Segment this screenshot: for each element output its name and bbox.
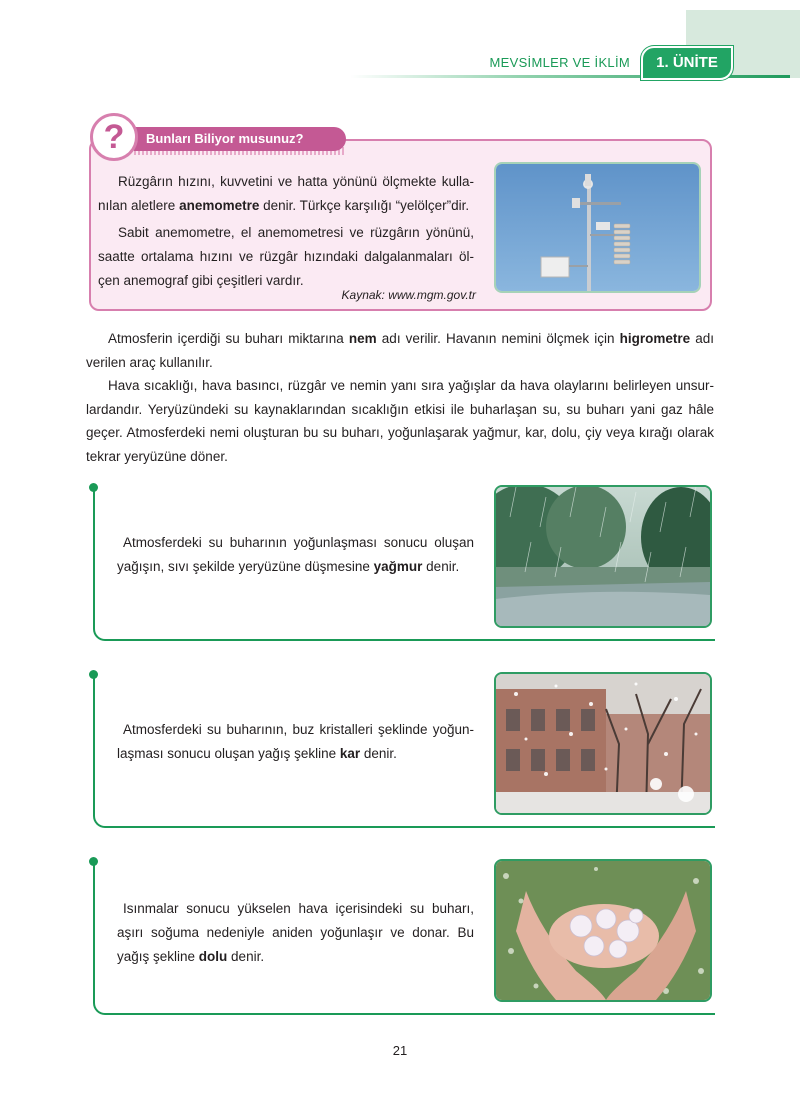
snow-text: Atmosferdeki su buharının, buz kristalleri şeklinde yoğun-laşması sonucu oluşan yağış şekline kar denir.: [117, 722, 474, 761]
anemometer-photo: [494, 162, 701, 293]
section-title: MEVSİMLER VE İKLİM: [489, 55, 630, 70]
did-you-know-title: Bunları Biliyor musunuz?: [134, 127, 346, 151]
info-paragraph-2: Sabit anemometre, el anemometresi ve rüzgârın yönünü, saatte ortalama hızını ve rüzgâr hızındaki dalgalanmaları öl-çen anemograf gibi çeşitleri vardır.: [98, 225, 474, 288]
info-text: [98, 170, 474, 296]
rain-panel: [86, 483, 716, 643]
info-paragraph-1: Rüzgârın hızını, kuvvetini ve hatta yönünü ölçmekte kulla-nılan aletlere anemometre denir. Türkçe karşılığı “yelölçer”dir.: [98, 174, 474, 213]
info-source: Kaynak: www.mgm.gov.tr: [341, 288, 476, 302]
hail-photo: [494, 859, 712, 1002]
body-text: [86, 327, 714, 468]
snow-illustration: [496, 674, 710, 813]
snow-photo: [494, 672, 712, 815]
rain-text: Atmosferdeki su buharının yoğunlaşması sonucu oluşan yağışın, sıvı şekilde yeryüzüne düşmesine yağmur denir.: [117, 535, 474, 574]
anemometer-illustration: [496, 164, 699, 291]
body-paragraph-1: Atmosferin içerdiği su buharı miktarına nem adı verilir. Havanın nemini ölçmek için higrometre adı verilen araç kullanılır.: [86, 331, 714, 370]
unit-badge: 1. ÜNİTE: [641, 46, 733, 80]
rain-illustration: [496, 487, 710, 626]
hail-text: Isınmalar sonucu yükselen hava içerisindeki su buharı, aşırı soğuma nedeniyle aniden yoğunlaşır ve donar. Bu yağış şekline dolu denir.: [117, 901, 474, 964]
question-mark-icon: ?: [90, 113, 138, 161]
rain-photo: [494, 485, 712, 628]
page-number: 21: [392, 1043, 408, 1058]
snow-panel: [86, 670, 716, 830]
hail-illustration: [496, 861, 710, 1000]
body-paragraph-2: Hava sıcaklığı, hava basıncı, rüzgâr ve nemin yanı sıra yağışlar da hava olaylarını belirleyen unsur-lardandır. Yeryüzündeki su kaynaklarından sıcaklığın etkisi ile buharlaşan su, su buharı yani gaz hâle geçer. Atmosferdeki nemi oluşturan bu su buharı, yoğunlaşarak yağmur, kar, dolu, çiy veya kırağı olarak tekrar yeryüzüne döner.: [86, 378, 714, 464]
hail-panel: [86, 857, 716, 1017]
